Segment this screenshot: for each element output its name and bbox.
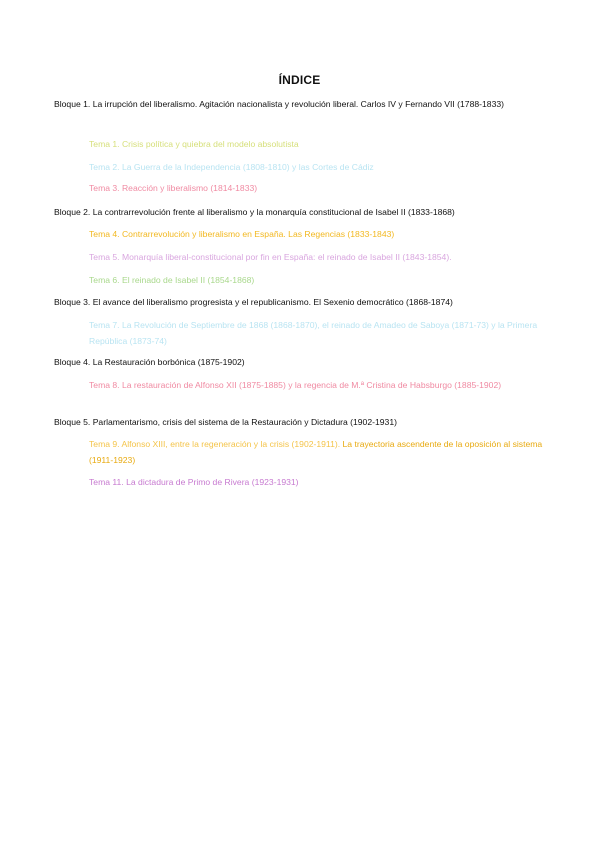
tema-10-text: La trayectoria ascendente de la oposición al sistema (1911-1923)	[89, 439, 543, 465]
block-5-heading: Bloque 5. Parlamentarismo, crisis del sistema de la Restauración y Dictadura (1902-1931)	[54, 417, 397, 427]
block-2-heading: Bloque 2. La contrarrevolución frente al liberalismo y la monarquía constitucional de Isabel II (1833-1868)	[54, 207, 455, 217]
tema-6: Tema 6. El reinado de Isabel II (1854-1868)	[89, 275, 255, 285]
tema-11: Tema 11. La dictadura de Primo de Rivera (1923-1931)	[89, 477, 299, 487]
tema-9-text: Tema 9. Alfonso XIII, entre la regeneración y la crisis (1902-1911).	[89, 439, 341, 449]
tema-4: Tema 4. Contrarrevolución y liberalismo en España. Las Regencias (1833-1843)	[89, 229, 395, 239]
block-3-heading: Bloque 3. El avance del liberalismo progresista y el republicanismo. El Sexenio democrático (1868-1874)	[54, 297, 453, 307]
tema-3: Tema 3. Reacción y liberalismo (1814-1833)	[89, 183, 258, 193]
tema-1: Tema 1. Crisis política y quiebra del modelo absolutista	[89, 139, 299, 149]
tema-9-10	[89, 436, 551, 468]
index-title: ÍNDICE	[278, 73, 321, 87]
tema-2: Tema 2. La Guerra de la Independencia (1808-1810) y las Cortes de Cádiz	[89, 162, 374, 172]
tema-8: Tema 8. La restauración de Alfonso XII (1875-1885) y la regencia de M.ª Cristina de Habsburgo (1885-1902)	[89, 380, 502, 390]
block-1-heading: Bloque 1. La irrupción del liberalismo. Agitación nacionalista y revolución liberal. Carlos IV y Fernando VII (1788-1833)	[54, 99, 504, 109]
tema-5: Tema 5. Monarquía liberal-constitucional por fin en España: el reinado de Isabel II (1843-1854).	[89, 252, 452, 262]
block-4-heading: Bloque 4. La Restauración borbónica (1875-1902)	[54, 357, 245, 367]
tema-7: Tema 7. La Revolución de Septiembre de 1868 (1868-1870), el reinado de Amadeo de Saboya (1871-73) y la Primera República (1873-74)	[89, 320, 538, 346]
